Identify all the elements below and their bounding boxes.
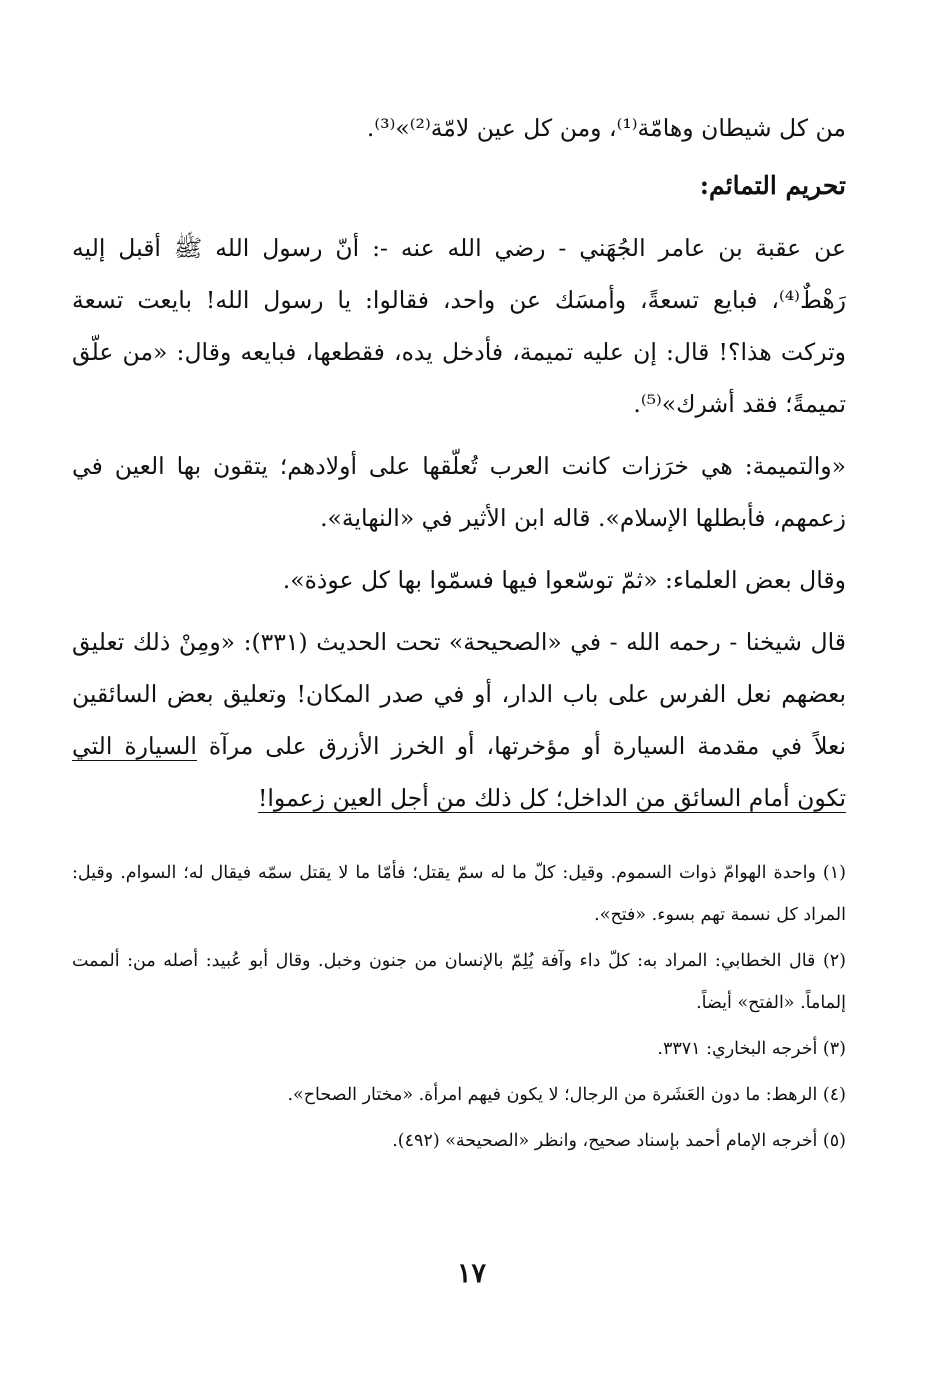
paragraph-scholars: وقال بعض العلماء: «ثمّ توسّعوا فيها فسمّوا بها كل عوذة». [282, 566, 846, 594]
opening-line: من كل شيطان وهامّة⁽¹⁾، ومن كل عين لامّة⁽²⁾»⁽³⁾. [366, 114, 846, 142]
section-heading: تحريم التمائم: [699, 171, 846, 200]
paragraph-shaykh-underlined: السيارة التي تكون أمام السائق من الداخل؛ كل ذلك من أجل العين زعموا! [72, 732, 846, 812]
page-body [72, 108, 846, 834]
footnotes [72, 852, 846, 1166]
footnote-5: (٥) أخرجه الإمام أحمد بإسناد صحيح، وانظر «الصحيحة» (٤٩٢). [392, 1131, 846, 1151]
footnote-4: (٤) الرهط: ما دون العَشَرة من الرجال؛ لا يكون فيهم امرأة. «مختار الصحاح». [287, 1085, 846, 1105]
paragraph-shaykh-text: قال شيخنا - رحمه الله - في «الصحيحة» تحت الحديث (٣٣١): «ومِنْ ذلك تعليق بعضهم نعل الفرس على باب الدار، أو في صدر المكان! وتعليق بعض السائقين نعلاً في مقدمة السيارة أو مؤخرتها، أو الخرز الأزرق على مرآة [72, 628, 846, 760]
paragraph-definition: «والتميمة: هي خرَزات كانت العرب تُعلّقها على أولادهم؛ يتقون بها العين في زعمهم، فأبطلها الإسلام». قاله ابن الأثير في «النهاية». [72, 452, 846, 532]
footnote-3: (٣) أخرجه البخاري: ٣٣٧١. [657, 1039, 846, 1059]
footnote-2: (٢) قال الخطابي: المراد به: كلّ داء وآفة يُلِمّ بالإنسان من جنون وخبل. وقال أبو عُبيد: أصله من: ألممت إلماماً. «الفتح» أيضاً. [72, 951, 846, 1013]
footnote-1: (١) واحدة الهوامّ ذوات السموم. وقيل: كلّ ما له سمّ يقتل؛ فأمّا ما لا يقتل سمّه فيقال له؛ السوام. وقيل: المراد كل نسمة تهم بسوء. «فتح». [72, 863, 846, 925]
paragraph-shaykh [72, 616, 846, 824]
page-number: ١٧ [456, 1258, 486, 1289]
paragraph-hadith: عن عقبة بن عامر الجُهَني - رضي الله عنه -: أنّ رسول الله ﷺ أقبل إليه رَهْطٌ⁽⁴⁾، فبايع تسعةً، وأمسَك عن واحد، فقالوا: يا رسول الله! بايعت تسعة وتركت هذا؟! قال: إن عليه تميمة، فأدخل يده، فقطعها، فبايعه وقال: «من علّق تميمةً؛ فقد أشرك»⁽⁵⁾. [72, 234, 846, 418]
